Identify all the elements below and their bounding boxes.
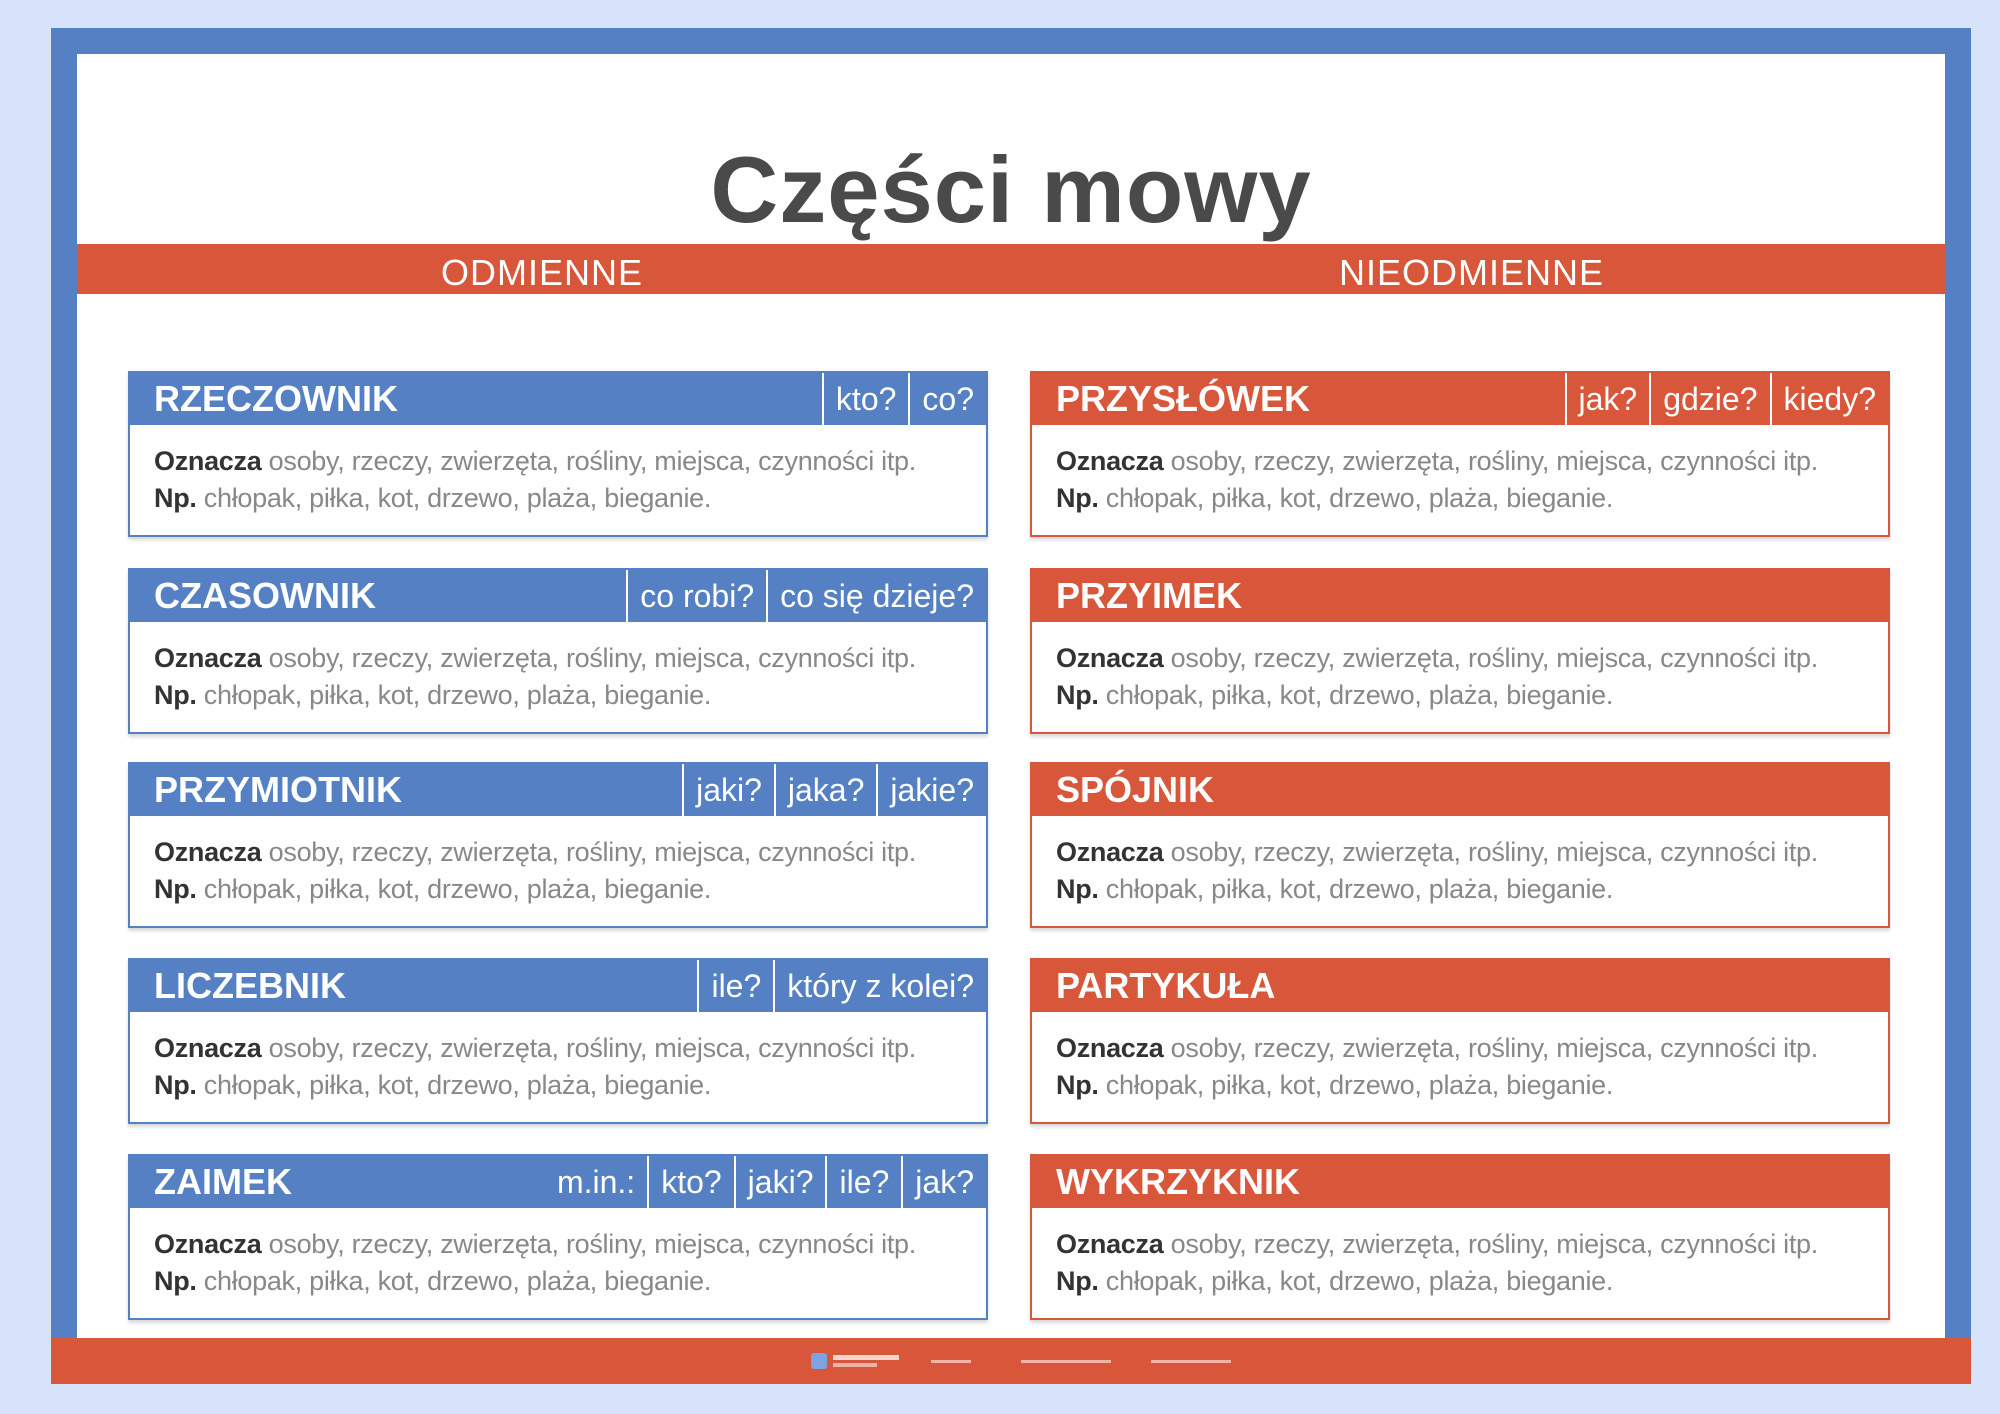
body-label: Oznacza bbox=[154, 1033, 262, 1063]
card-title: PRZYMIOTNIK bbox=[154, 769, 402, 810]
publisher-logo-icon bbox=[811, 1348, 901, 1374]
card-title: PRZYSŁÓWEK bbox=[1056, 378, 1311, 419]
body-text: osoby, rzeczy, zwierzęta, rośliny, miejsca, czynności itp. bbox=[1163, 643, 1818, 673]
card-title: WYKRZYKNIK bbox=[1056, 1161, 1300, 1202]
card-body bbox=[154, 640, 976, 714]
card-title: SPÓJNIK bbox=[1056, 769, 1215, 810]
card-header bbox=[1032, 570, 1888, 622]
footer-mark bbox=[1151, 1360, 1231, 1363]
card-czasownik bbox=[128, 568, 988, 734]
card-title: RZECZOWNIK bbox=[154, 378, 398, 419]
example-label: Np. bbox=[1056, 874, 1099, 904]
example-label: Np. bbox=[1056, 680, 1099, 710]
question-tag: ile? bbox=[697, 960, 773, 1012]
example-text: chłopak, piłka, kot, drzewo, plaża, bieganie. bbox=[196, 1266, 712, 1296]
question-tag: jaki? bbox=[734, 1156, 826, 1208]
example-label: Np. bbox=[1056, 1070, 1099, 1100]
question-tag: kiedy? bbox=[1770, 373, 1889, 425]
card-zaimek bbox=[128, 1154, 988, 1320]
card-body bbox=[1056, 1226, 1878, 1300]
card-header bbox=[1032, 960, 1888, 1012]
card-body bbox=[154, 1226, 976, 1300]
card-title: ZAIMEK bbox=[154, 1161, 292, 1202]
footer-mark bbox=[1021, 1360, 1111, 1363]
card-header bbox=[130, 570, 986, 622]
example-label: Np. bbox=[154, 874, 197, 904]
example-text: chłopak, piłka, kot, drzewo, plaża, bieganie. bbox=[196, 680, 712, 710]
card-header bbox=[1032, 764, 1888, 816]
footer-bar bbox=[51, 1338, 1971, 1384]
example-label: Np. bbox=[1056, 483, 1099, 513]
question-tag: gdzie? bbox=[1649, 373, 1769, 425]
card-body bbox=[1056, 640, 1878, 714]
example-label: Np. bbox=[1056, 1266, 1099, 1296]
body-text: osoby, rzeczy, zwierzęta, rośliny, miejsca, czynności itp. bbox=[261, 837, 916, 867]
question-tag: jaki? bbox=[682, 764, 774, 816]
body-label: Oznacza bbox=[154, 837, 262, 867]
card-header bbox=[130, 960, 986, 1012]
category-band bbox=[77, 244, 1945, 294]
card-questions bbox=[822, 373, 986, 425]
card-partykula bbox=[1030, 958, 1890, 1124]
question-tag: jak? bbox=[901, 1156, 986, 1208]
card-body bbox=[154, 834, 976, 908]
body-label: Oznacza bbox=[1056, 1033, 1164, 1063]
body-text: osoby, rzeczy, zwierzęta, rośliny, miejsca, czynności itp. bbox=[261, 446, 916, 476]
example-text: chłopak, piłka, kot, drzewo, plaża, bieganie. bbox=[1098, 680, 1614, 710]
card-header bbox=[1032, 1156, 1888, 1208]
card-body bbox=[154, 1030, 976, 1104]
card-header bbox=[130, 764, 986, 816]
card-questions bbox=[626, 570, 986, 622]
card-body bbox=[1056, 1030, 1878, 1104]
question-tag: jaka? bbox=[774, 764, 877, 816]
card-questions bbox=[697, 960, 986, 1012]
card-przymiotnik bbox=[128, 762, 988, 928]
card-questions bbox=[1565, 373, 1889, 425]
poster-sheet bbox=[77, 54, 1945, 1338]
example-label: Np. bbox=[154, 680, 197, 710]
body-label: Oznacza bbox=[1056, 643, 1164, 673]
card-body bbox=[1056, 443, 1878, 517]
body-text: osoby, rzeczy, zwierzęta, rośliny, miejsca, czynności itp. bbox=[1163, 1033, 1818, 1063]
card-przyimek bbox=[1030, 568, 1890, 734]
question-tag: kto? bbox=[822, 373, 908, 425]
question-tag: co robi? bbox=[626, 570, 766, 622]
question-prefix: m.in.: bbox=[556, 1164, 636, 1200]
body-label: Oznacza bbox=[154, 446, 262, 476]
example-text: chłopak, piłka, kot, drzewo, plaża, bieganie. bbox=[196, 1070, 712, 1100]
poster-frame bbox=[51, 28, 1971, 1384]
example-text: chłopak, piłka, kot, drzewo, plaża, bieganie. bbox=[196, 874, 712, 904]
body-label: Oznacza bbox=[1056, 837, 1164, 867]
card-title: PARTYKUŁA bbox=[1056, 965, 1276, 1006]
card-liczebnik bbox=[128, 958, 988, 1124]
card-body bbox=[154, 443, 976, 517]
card-wykrzyknik bbox=[1030, 1154, 1890, 1320]
example-label: Np. bbox=[154, 1070, 197, 1100]
body-text: osoby, rzeczy, zwierzęta, rośliny, miejsca, czynności itp. bbox=[1163, 837, 1818, 867]
example-text: chłopak, piłka, kot, drzewo, plaża, bieganie. bbox=[1098, 1266, 1614, 1296]
body-label: Oznacza bbox=[154, 643, 262, 673]
card-title: PRZYIMEK bbox=[1056, 575, 1243, 616]
example-text: chłopak, piłka, kot, drzewo, plaża, bieganie. bbox=[1098, 1070, 1614, 1100]
card-questions bbox=[682, 764, 986, 816]
card-header bbox=[130, 1156, 986, 1208]
question-tag: jakie? bbox=[876, 764, 986, 816]
body-label: Oznacza bbox=[1056, 446, 1164, 476]
question-tag: ile? bbox=[825, 1156, 901, 1208]
example-text: chłopak, piłka, kot, drzewo, plaża, bieganie. bbox=[196, 483, 712, 513]
card-przyslowek bbox=[1030, 371, 1890, 537]
card-header bbox=[130, 373, 986, 425]
question-tag: kto? bbox=[647, 1156, 733, 1208]
card-questions bbox=[545, 1156, 986, 1208]
question-tag: co? bbox=[908, 373, 986, 425]
card-rzeczownik bbox=[128, 371, 988, 537]
example-label: Np. bbox=[154, 1266, 197, 1296]
example-label: Np. bbox=[154, 483, 197, 513]
card-spojnik bbox=[1030, 762, 1890, 928]
body-text: osoby, rzeczy, zwierzęta, rośliny, miejsca, czynności itp. bbox=[1163, 446, 1818, 476]
body-text: osoby, rzeczy, zwierzęta, rośliny, miejsca, czynności itp. bbox=[261, 1229, 916, 1259]
body-label: Oznacza bbox=[154, 1229, 262, 1259]
body-label: Oznacza bbox=[1056, 1229, 1164, 1259]
body-text: osoby, rzeczy, zwierzęta, rośliny, miejsca, czynności itp. bbox=[1163, 1229, 1818, 1259]
body-text: osoby, rzeczy, zwierzęta, rośliny, miejsca, czynności itp. bbox=[261, 1033, 916, 1063]
card-title: CZASOWNIK bbox=[154, 575, 376, 616]
example-text: chłopak, piłka, kot, drzewo, plaża, bieganie. bbox=[1098, 483, 1614, 513]
card-header bbox=[1032, 373, 1888, 425]
body-text: osoby, rzeczy, zwierzęta, rośliny, miejsca, czynności itp. bbox=[261, 643, 916, 673]
question-tag: co się dzieje? bbox=[766, 570, 986, 622]
page-title: Części mowy bbox=[710, 137, 1312, 242]
card-body bbox=[1056, 834, 1878, 908]
question-tag: który z kolei? bbox=[773, 960, 986, 1012]
category-nieodmienne: NIEODMIENNE bbox=[1339, 252, 1605, 293]
example-text: chłopak, piłka, kot, drzewo, plaża, bieganie. bbox=[1098, 874, 1614, 904]
category-odmienne: ODMIENNE bbox=[441, 252, 644, 293]
question-tag: jak? bbox=[1565, 373, 1650, 425]
footer-mark bbox=[931, 1360, 971, 1363]
card-title: LICZEBNIK bbox=[154, 965, 346, 1006]
